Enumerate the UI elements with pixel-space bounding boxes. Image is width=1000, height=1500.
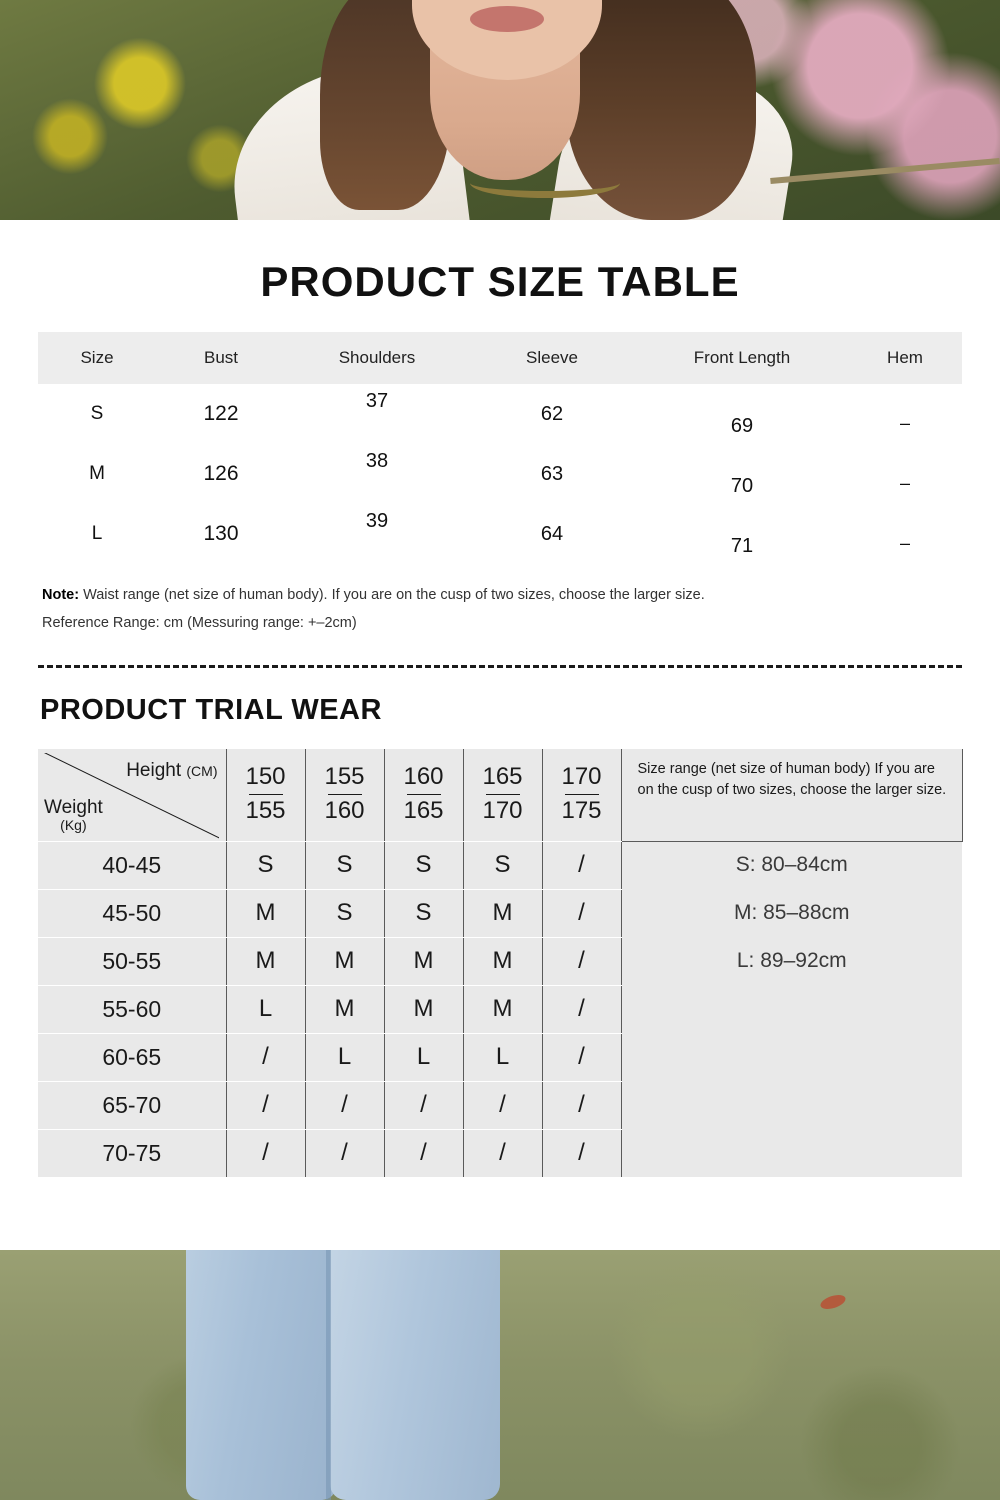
jeans-leg-right [330,1250,500,1500]
trial-cell: M [463,889,542,937]
weight-range: 65-70 [38,1081,226,1129]
table-row [38,1081,962,1129]
size-cell-size: M [38,444,156,504]
trial-cell: / [542,937,621,985]
height-range-col-5 [542,749,621,841]
side-filler [621,985,962,1033]
size-cell-front-length: 69 [636,384,848,444]
trial-cell: / [305,1129,384,1177]
trial-cell: M [226,889,305,937]
trial-cell: M [305,937,384,985]
side-size-m: M: 85–88cm [621,889,962,937]
grass-background [0,1250,1000,1500]
trial-cell: M [305,985,384,1033]
range-dash [486,794,520,795]
table-row [38,985,962,1033]
size-cell-shoulders: 39 [286,504,468,564]
trial-wear-title: PRODUCT TRIAL WEAR [40,694,382,727]
trial-side-note: Size range (net size of human body) If you are on the cusp of two sizes, choose the larger size. [621,749,962,841]
trial-cell: M [226,937,305,985]
weight-label-text: Weight [44,796,103,818]
size-table-header-sleeve: Sleeve [468,332,636,384]
size-note-line-1 [42,582,958,610]
size-cell-bust: 122 [156,384,286,444]
size-cell-front-length: 70 [636,444,848,504]
table-row [38,889,962,937]
weight-range: 45-50 [38,889,226,937]
range-dash [407,794,441,795]
size-cell-front-length: 71 [636,504,848,564]
height-range-to: 155 [245,797,286,825]
trial-cell: / [542,841,621,889]
trial-cell: M [463,937,542,985]
size-table-header-size: Size [38,332,156,384]
height-label-unit: (CM) [186,763,218,780]
trial-cell: S [384,841,463,889]
table-row [38,444,962,504]
section-divider [38,665,962,668]
trial-cell: S [305,889,384,937]
height-range-col-3 [384,749,463,841]
side-size-s: S: 80–84cm [621,841,962,889]
note-text: Waist range (net size of human body). If you are on the cusp of two sizes, choose the larger size. [79,587,705,603]
trial-cell: / [384,1081,463,1129]
size-note-line-2: Reference Range: cm (Messuring range: +–2cm) [42,614,357,631]
table-row [38,841,962,889]
trial-wear-table-wrapper [38,749,962,1177]
trial-cell: / [226,1033,305,1081]
size-cell-sleeve: 64 [468,504,636,564]
side-filler [621,1033,962,1081]
trial-cell: / [226,1081,305,1129]
necklace [470,168,620,198]
side-size-l: L: 89–92cm [621,937,962,985]
weight-range: 55-60 [38,985,226,1033]
jeans-leg-left [186,1250,336,1500]
trial-cell: / [542,1129,621,1177]
trial-cell: / [542,1033,621,1081]
jeans-seam [326,1250,331,1500]
trial-cell: / [305,1081,384,1129]
trial-cell: M [384,937,463,985]
size-cell-shoulders: 38 [286,444,468,504]
weight-axis-label [44,798,103,833]
height-range-to: 170 [482,797,523,825]
weight-label-unit: (Kg) [60,816,87,833]
height-range-from: 155 [324,763,365,791]
height-range-from: 160 [403,763,444,791]
height-label-text: Height [126,760,182,782]
height-axis-label [126,761,217,781]
trial-cell: S [305,841,384,889]
trial-cell: S [384,889,463,937]
table-row [38,1129,962,1177]
trial-cell: L [384,1033,463,1081]
size-cell-size: L [38,504,156,564]
size-table-header-row [38,332,962,384]
height-range-col-2 [305,749,384,841]
trial-cell: / [542,1081,621,1129]
trial-cell: L [463,1033,542,1081]
height-range-col-1 [226,749,305,841]
trial-cell: / [542,985,621,1033]
size-cell-bust: 130 [156,504,286,564]
trial-cell: M [463,985,542,1033]
model-lips [470,6,544,32]
size-cell-bust: 126 [156,444,286,504]
table-row [38,1033,962,1081]
weight-range: 50-55 [38,937,226,985]
trial-wear-table [38,749,963,1177]
range-dash [328,794,362,795]
trial-cell: M [384,985,463,1033]
table-row [38,384,962,444]
size-cell-hem: – [848,444,962,504]
size-table-header-bust: Bust [156,332,286,384]
height-range-from: 165 [482,763,523,791]
height-range-to: 175 [561,797,602,825]
size-cell-shoulders: 37 [286,384,468,444]
trial-cell: / [384,1129,463,1177]
side-filler [621,1129,962,1177]
trial-cell: / [463,1129,542,1177]
trial-cell: / [226,1129,305,1177]
size-table-header-hem: Hem [848,332,962,384]
size-cell-sleeve: 63 [468,444,636,504]
size-cell-hem: – [848,504,962,564]
trial-cell: / [463,1081,542,1129]
size-note [42,582,958,637]
size-cell-hem: – [848,384,962,444]
size-table-header-shoulders: Shoulders [286,332,468,384]
note-label: Note: [42,587,80,603]
bottom-product-photo [0,1250,1000,1500]
weight-range: 40-45 [38,841,226,889]
trial-cell: L [226,985,305,1033]
size-cell-size: S [38,384,156,444]
height-range-from: 150 [245,763,286,791]
trial-cell: L [305,1033,384,1081]
table-row [38,504,962,564]
content-area [0,258,1000,1177]
top-product-photo [0,0,1000,220]
page-title: PRODUCT SIZE TABLE [260,258,740,305]
product-size-table [38,332,962,564]
size-table-header-front-length: Front Length [636,332,848,384]
range-dash [249,794,283,795]
trial-cell: S [226,841,305,889]
trial-header-row [38,749,962,841]
trial-corner-cell [38,749,226,841]
weight-range: 70-75 [38,1129,226,1177]
side-filler [621,1081,962,1129]
height-range-col-4 [463,749,542,841]
size-cell-sleeve: 62 [468,384,636,444]
weight-range: 60-65 [38,1033,226,1081]
height-range-to: 160 [324,797,365,825]
table-row [38,937,962,985]
trial-cell: / [542,889,621,937]
trial-cell: S [463,841,542,889]
range-dash [565,794,599,795]
height-range-to: 165 [403,797,444,825]
height-range-from: 170 [561,763,602,791]
